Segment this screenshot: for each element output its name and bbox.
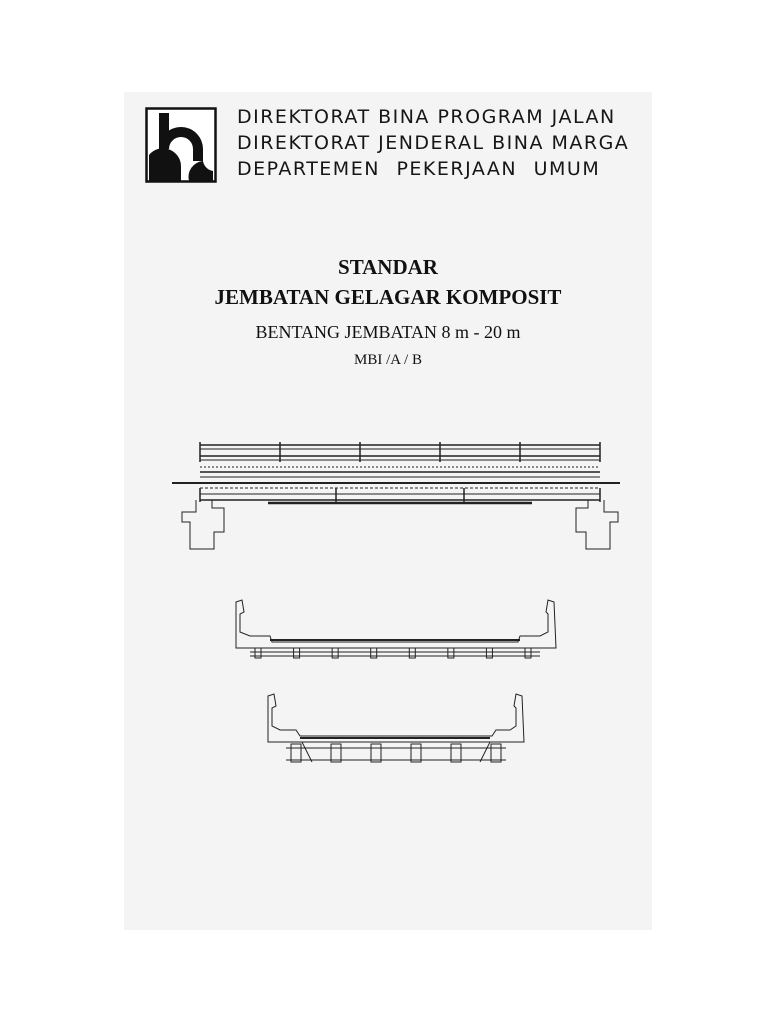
org-line-1: DIREKTORAT BINA PROGRAM JALAN [237, 106, 616, 128]
org-line-3: DEPARTEMEN PEKERJAAN UMUM [237, 158, 601, 180]
cross-section-1 [236, 600, 556, 658]
girder [371, 744, 381, 762]
doc-subtitle-span: BENTANG JEMBATAN 8 m - 20 m [255, 322, 521, 342]
org-line-2: DIREKTORAT JENDERAL BINA MARGA [237, 132, 630, 154]
doc-title-standar: STANDAR [338, 255, 438, 279]
doc-code: MBI /A / B [354, 352, 422, 368]
girder [331, 744, 341, 762]
girder [291, 744, 301, 762]
cross-section-2 [268, 694, 524, 762]
girder [491, 744, 501, 762]
girder [451, 744, 461, 762]
doc-title-main: JEMBATAN GELAGAR KOMPOSIT [214, 285, 562, 309]
bridge-elevation [172, 442, 620, 549]
girder [411, 744, 421, 762]
